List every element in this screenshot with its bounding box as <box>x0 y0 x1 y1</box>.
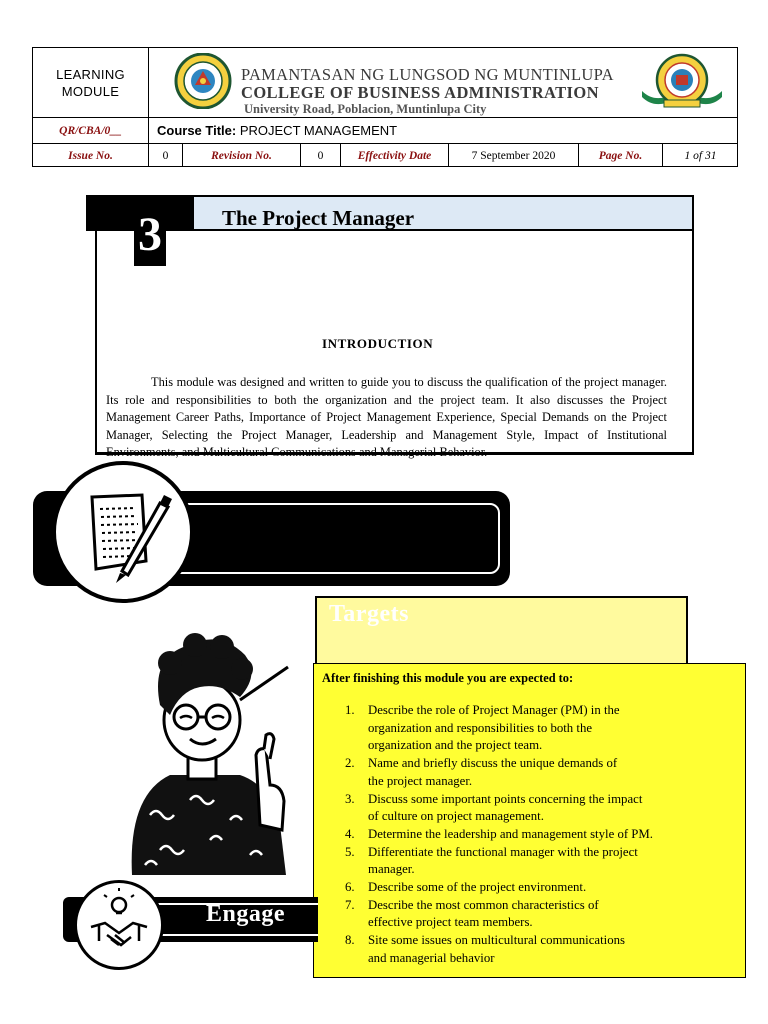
thinking-person-illustration-icon <box>110 625 310 875</box>
course-title-label: Course Title: <box>157 123 237 138</box>
checklist-pen-icon <box>56 465 190 599</box>
university-seal-icon <box>171 53 235 109</box>
objectives-lead: After finishing this module you are expected to: <box>322 671 574 685</box>
engage-title: Engage <box>206 901 286 927</box>
introduction-text: This module was designed and written to guide you to discuss the qualification of the project manager. Its role and responsibilities to both the organization and the project team. It also discusses the Project Management Career Paths, Importance of Project Management Experience, Special Demands on the Project Manager, Selecting the Project Manager, Leadership and Management Style, Impact of Institutional Environments, and Multicultural Communications and Managerial Behavior. <box>106 375 667 460</box>
objective-number: 7. <box>345 897 355 912</box>
objectives-list <box>314 702 714 968</box>
objective-text-line: Describe the most common characteristics of <box>368 897 599 912</box>
qr-code-label: QR/CBA/0__ <box>33 118 149 144</box>
objective-number: 6. <box>345 880 355 895</box>
revision-label: Revision No. <box>211 149 272 162</box>
effectivity-label: Effectivity Date <box>357 149 432 162</box>
college-banner <box>149 48 738 118</box>
university-name: PAMANTASAN NG LUNGSOD NG MUNTINLUPA <box>241 65 614 84</box>
engage-circle <box>74 880 164 970</box>
introduction-heading: INTRODUCTION <box>322 336 434 351</box>
objective-text-line: Discuss some important points concerning the impact <box>368 791 643 806</box>
college-name: COLLEGE OF BUSINESS ADMINISTRATION <box>241 83 599 102</box>
course-title-value: PROJECT MANAGEMENT <box>239 123 398 138</box>
page-value: 1 of 31 <box>684 149 717 162</box>
chapter-title: The Project Manager <box>222 206 415 230</box>
objective-text-line: manager. <box>368 862 415 877</box>
targets-header-box <box>315 596 688 666</box>
objective-text-line: Describe some of the project environment. <box>368 880 587 895</box>
course-title-cell <box>149 118 738 144</box>
learning-module-line-2: MODULE <box>61 83 120 99</box>
objective-text-line: and managerial behavior <box>368 950 495 965</box>
objective-number: 8. <box>345 933 355 948</box>
objective-item <box>314 826 714 844</box>
college-seal-icon <box>640 53 724 109</box>
objective-text-line: Name and briefly discuss the unique demands of <box>368 756 618 771</box>
effectivity-value: 7 September 2020 <box>471 149 556 162</box>
objective-item <box>314 791 714 826</box>
objective-item <box>314 844 714 879</box>
revision-value: 0 <box>317 149 324 162</box>
page-label: Page No. <box>598 149 643 162</box>
chapter-number: 3 <box>134 204 166 266</box>
issue-value: 0 <box>162 149 169 162</box>
objective-text-line: the project manager. <box>368 773 473 788</box>
objective-text-line: organization and the project team. <box>368 738 543 753</box>
learning-module-label <box>33 48 149 118</box>
objective-text-line: Differentiate the functional manager with the project <box>368 844 638 859</box>
objective-item <box>314 702 714 755</box>
objectives-box <box>313 663 746 978</box>
objective-text-line: Site some issues on multicultural communications <box>368 933 625 948</box>
objective-item <box>314 932 714 967</box>
objective-item <box>314 897 714 932</box>
targets-title: Targets <box>329 601 409 627</box>
handshake-idea-icon <box>77 883 161 967</box>
university-address: University Road, Poblacion, Muntinlupa City <box>244 102 487 116</box>
objective-number: 4. <box>345 826 355 841</box>
objective-number: 3. <box>345 791 355 806</box>
document-header <box>32 47 738 167</box>
banner-circle <box>52 461 194 603</box>
objective-number: 5. <box>345 844 355 859</box>
learning-module-line-1: LEARNING <box>56 66 125 82</box>
objective-text-line: organization and responsibilities to both the <box>368 720 593 735</box>
objective-number: 2. <box>345 756 355 771</box>
issue-label: Issue No. <box>68 149 113 162</box>
objective-item <box>314 879 714 897</box>
objective-text-line: Determine the leadership and management style of PM. <box>368 826 653 841</box>
objective-text-line: of culture on project management. <box>368 809 544 824</box>
objective-text-line: Describe the role of Project Manager (PM) in the <box>368 703 620 717</box>
objective-number: 1. <box>345 703 355 717</box>
objective-item <box>314 755 714 790</box>
objective-text-line: effective project team members. <box>368 915 533 930</box>
